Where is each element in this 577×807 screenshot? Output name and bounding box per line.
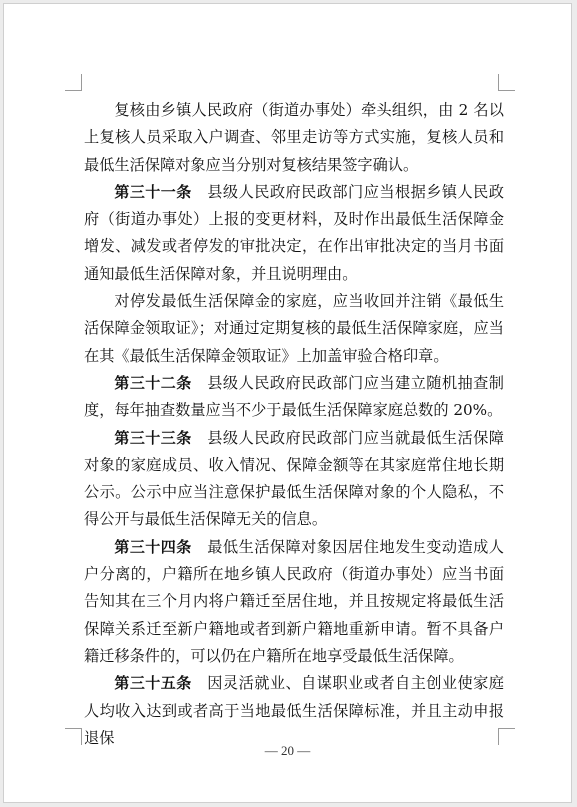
crop-mark-top-right: [498, 74, 515, 91]
article-number: 第三十一条: [114, 182, 192, 201]
paragraph: [84, 425, 504, 534]
paragraph-text: 县级人民政府民政部门应当建立随机抽查制度，每年抽查数量应当不少于最低生活保障家庭总数的 20%。: [84, 373, 504, 420]
article-number: 第三十四条: [114, 537, 192, 556]
article-number: 第三十五条: [114, 674, 192, 693]
paragraph: [84, 288, 504, 370]
article-number: 第三十三条: [114, 428, 192, 447]
paragraph-text: 复核由乡镇人民政府（街道办事处）牵头组织，由 2 名以上复核人员采取入户调查、邻里走访等方式实施，复核人员和最低生活保障对象应当分别对复核结果签字确认。: [84, 101, 504, 174]
paragraph-text: 县级人民政府民政部门应当根据乡镇人民政府（街道办事处）上报的变更材料，及时作出最低生活保障金增发、减发或者停发的审批决定，在作出审批决定的当月书面通知最低生活保障对象，并且说明理由。: [84, 182, 504, 283]
page-number: — 20 —: [264, 743, 311, 758]
article-number: 第三十二条: [114, 373, 192, 392]
crop-mark-top-left: [65, 74, 82, 91]
paragraph: [84, 179, 504, 288]
document-body: [84, 97, 504, 752]
paragraph: [84, 534, 504, 670]
paragraph-text: 县级人民政府民政部门应当就最低生活保障对象的家庭成员、收入情况、保障金额等在其家庭常住地长期公示。公示中应当注意保护最低生活保障对象的个人隐私，不得公开与最低生活保障无关的信息。: [84, 428, 504, 529]
paragraph: [84, 670, 504, 752]
document-page: [3, 3, 572, 803]
paragraph-text: 对停发最低生活保障金的家庭，应当收回并注销《最低生活保障金领取证》；对通过定期复核的最低生活保障家庭，应当在其《最低生活保障金领取证》上加盖审验合格印章。: [84, 292, 504, 365]
paragraph: [84, 370, 504, 425]
paragraph-text: 最低生活保障对象因居住地发生变动造成人户分离的，户籍所在地乡镇人民政府（街道办事处）应当书面告知其在三个月内将户籍迁至居住地，并且按规定将最低生活保障关系迁至新户籍地或者到新户籍地重新申请。暂不具备户籍迁移条件的，可以仍在户籍所在地享受最低生活保障。: [84, 537, 504, 665]
paragraph-text: 因灵活就业、自谋职业或者自主创业使家庭人均收入达到或者高于当地最低生活保障标准，并且主动申报退保: [84, 674, 504, 747]
paragraph: [84, 97, 504, 179]
